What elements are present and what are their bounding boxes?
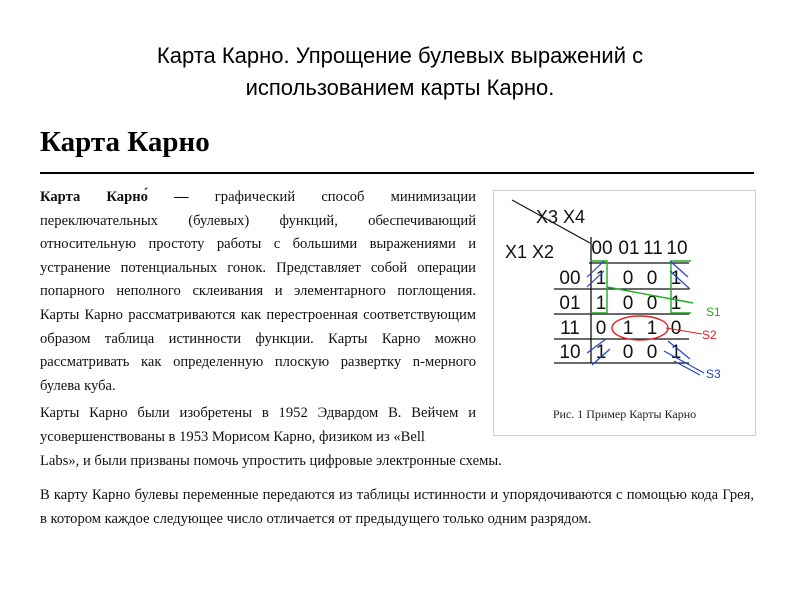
cell-r2-c2: 1 <box>646 318 658 339</box>
definition-text: графический способ минимизации переключательных (булевых) функций, обеспечивающий относительную простоту работы с большими выражениями и устранение потенциальных гонок. Представляет собой операции попарного неполного склеивания и элементарного поглощения. Карты Карно рассматриваются как перестроенная соответствующим образом таблица истинности функции. Карты Карно можно рассматривать как определенную плоскую развертку n-мерного булева куба. <box>40 189 476 394</box>
term-karno-map: Карта Карно́ <box>40 189 148 205</box>
term-dash: — <box>147 189 215 205</box>
cell-r2-c3: 0 <box>670 318 682 339</box>
paragraph-history: Карты Карно были изобретены в 1952 Эдвардом В. Вейчем и усовершенствованы в 1953 Морисом Карно, физиком из «Bell <box>40 405 476 445</box>
cell-r3-c1: 0 <box>622 342 634 363</box>
paragraph-gray-code: В карту Карно булевы переменные передаются из таблицы истинности и упорядочиваются с помощью кода Грея, в котором каждое следующее число отличается от предыдущего только одним разрядом. <box>40 487 754 527</box>
cell-r3-c2: 0 <box>646 342 658 363</box>
cell-r0-c2: 0 <box>646 268 658 289</box>
group-s2-ellipse <box>612 316 668 340</box>
cell-r1-c0: 1 <box>595 293 607 314</box>
slide-title <box>40 40 760 104</box>
paragraph-history-last-line: Labs», и были призваны помочь упростить цифровые электронные схемы. <box>40 453 502 469</box>
cell-r1-c3: 1 <box>670 293 682 314</box>
col-header-10: 10 <box>666 238 688 259</box>
cell-r0-c1: 0 <box>622 268 634 289</box>
paragraph-definition <box>40 186 476 398</box>
heading-divider <box>40 172 754 174</box>
cell-r2-c0: 0 <box>595 318 607 339</box>
column-variables-label: X3 X4 <box>536 207 586 227</box>
row-label-10: 10 <box>559 342 581 363</box>
row-variables-label: X1 X2 <box>505 242 555 262</box>
group-label-s2: S2 <box>702 328 717 342</box>
slide-title-line-2: использованием карты Карно. <box>245 75 555 100</box>
karnaugh-map-diagram <box>494 191 755 435</box>
cell-r0-c3: 1 <box>670 268 682 289</box>
cell-r1-c1: 0 <box>622 293 634 314</box>
cell-r2-c1: 1 <box>622 318 634 339</box>
col-header-00: 00 <box>591 238 613 259</box>
cell-r3-c0: 1 <box>595 342 607 363</box>
article-heading: Карта Карно <box>40 126 210 158</box>
cell-r1-c2: 0 <box>646 293 658 314</box>
group-label-s3: S3 <box>706 367 721 381</box>
row-label-11: 11 <box>560 318 580 339</box>
col-header-11: 11 <box>643 238 663 259</box>
row-label-01: 01 <box>559 293 581 314</box>
slide-title-line-1: Карта Карно. Упрощение булевых выражений с <box>156 43 644 68</box>
group-label-s1: S1 <box>706 305 721 319</box>
col-header-01: 01 <box>618 238 640 259</box>
cell-r3-c3: 1 <box>670 342 682 363</box>
row-label-00: 00 <box>559 268 581 289</box>
karnaugh-map-figure <box>493 190 756 436</box>
cell-r0-c0: 1 <box>595 268 607 289</box>
figure-caption: Рис. 1 Пример Карты Карно <box>552 407 697 421</box>
